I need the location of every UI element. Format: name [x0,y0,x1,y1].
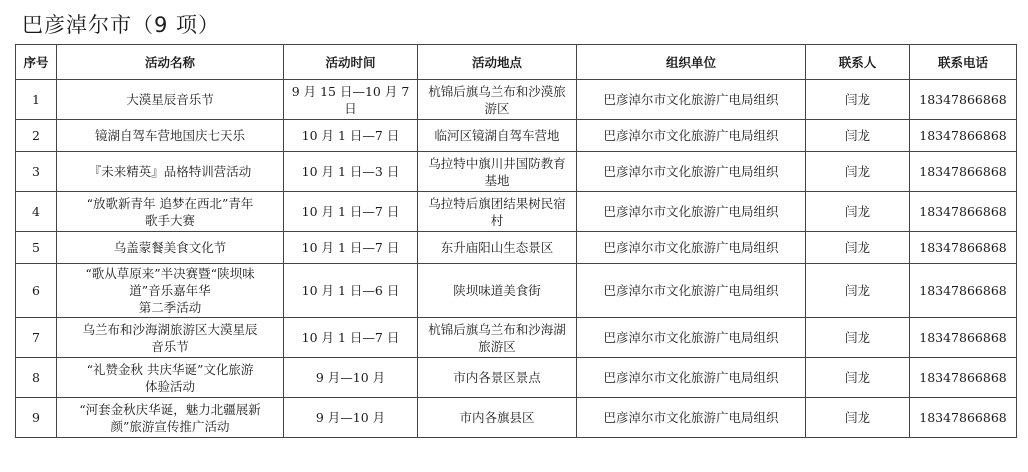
cell-no [16,358,57,398]
cell-organizer-text: 巴彦淖尔市文化旅游广电局组织 [603,164,779,179]
cell-activity-name [57,80,284,120]
cell-activity-name-text: “礼赞金秋 共庆华诞”文化旅游 体验活动 [86,361,254,394]
cell-activity-place-text: 陕坝味道美食街 [453,283,541,298]
header-contact: 联系人 [806,45,910,80]
table-row [16,398,1017,438]
cell-no-text: 2 [32,128,40,143]
cell-activity-time-text: 10 月 1 日—7 日 [301,128,400,143]
cell-contact [806,398,910,438]
cell-contact [806,358,910,398]
cell-no-text: 8 [32,370,40,385]
cell-no-text: 1 [32,92,40,107]
cell-organizer [577,192,806,232]
table-row [16,232,1017,264]
cell-activity-place-text: 市内各景区景点 [453,370,541,385]
cell-contact [806,264,910,318]
cell-no [16,318,57,358]
cell-no [16,120,57,152]
table-row [16,358,1017,398]
cell-phone [910,358,1017,398]
cell-no [16,264,57,318]
cell-organizer-text: 巴彦淖尔市文化旅游广电局组织 [603,128,779,143]
cell-organizer [577,120,806,152]
cell-contact [806,232,910,264]
cell-phone [910,318,1017,358]
cell-organizer [577,152,806,192]
cell-organizer-text: 巴彦淖尔市文化旅游广电局组织 [603,283,779,298]
cell-activity-time [284,152,418,192]
cell-contact-text: 闫龙 [844,410,870,425]
cell-activity-name-text: “歌从草原来”半决赛暨“陕坝味 道”音乐嘉年华 第二季活动 [85,266,255,315]
cell-activity-place-text: 杭锦后旗乌兰布和沙漠旅 游区 [428,83,566,116]
cell-activity-time-text: 10 月 1 日—6 日 [301,283,400,298]
cell-contact-text: 闫龙 [844,164,870,179]
cell-phone [910,152,1017,192]
cell-phone-text: 18347866868 [919,240,1007,255]
cell-no-text: 3 [32,164,40,179]
cell-organizer [577,358,806,398]
cell-activity-name [57,358,284,398]
cell-contact-text: 闫龙 [844,370,870,385]
page-title-name: 巴彦淖尔市 [22,13,132,37]
page-title [22,12,220,38]
cell-organizer-text: 巴彦淖尔市文化旅游广电局组织 [603,240,779,255]
header-phone: 联系电话 [910,45,1017,80]
cell-activity-place-text: 乌拉特中旗川井国防教育 基地 [428,155,566,188]
cell-activity-place [418,318,577,358]
cell-activity-time-text: 9 月—10 月 [315,410,386,425]
cell-phone-text: 18347866868 [919,330,1007,345]
cell-no-text: 9 [32,410,40,425]
cell-activity-name [57,264,284,318]
cell-activity-time-text: 10 月 1 日—7 日 [301,330,400,345]
cell-activity-time [284,80,418,120]
cell-activity-time-text: 10 月 1 日—7 日 [301,240,400,255]
table-row [16,152,1017,192]
cell-organizer [577,264,806,318]
cell-activity-place-text: 杭锦后旗乌兰布和沙海湖 旅游区 [428,321,566,354]
cell-activity-place [418,264,577,318]
cell-no [16,152,57,192]
cell-no-text: 5 [32,240,40,255]
cell-phone [910,120,1017,152]
cell-contact [806,120,910,152]
header-name: 活动名称 [57,45,284,80]
cell-organizer [577,232,806,264]
cell-activity-place [418,152,577,192]
cell-activity-place-text: 东升庙阳山生态景区 [440,240,554,255]
cell-phone-text: 18347866868 [919,370,1007,385]
cell-organizer-text: 巴彦淖尔市文化旅游广电局组织 [603,370,779,385]
cell-phone-text: 18347866868 [919,92,1007,107]
cell-contact [806,152,910,192]
cell-no [16,398,57,438]
cell-activity-time [284,120,418,152]
cell-activity-name-text: “河套金秋庆华诞，魅力北疆展新 颜”旅游宣传推广活动 [79,401,261,434]
cell-no-text: 4 [32,204,40,219]
header-no: 序号 [16,45,57,80]
cell-phone-text: 18347866868 [919,204,1007,219]
cell-no [16,192,57,232]
table-row [16,264,1017,318]
cell-activity-time-text: 9 月—10 月 [315,370,386,385]
cell-contact-text: 闫龙 [844,204,870,219]
cell-phone-text: 18347866868 [919,164,1007,179]
cell-activity-name [57,398,284,438]
cell-no-text: 6 [32,283,40,298]
table-row [16,192,1017,232]
cell-activity-name-text: 『未来精英』品格特训营活动 [88,164,252,179]
cell-activity-place [418,358,577,398]
cell-contact-text: 闫龙 [844,128,870,143]
cell-activity-name-text: “放歌新青年 追梦在西北”青年 歌手大赛 [86,195,254,228]
cell-organizer-text: 巴彦淖尔市文化旅游广电局组织 [603,330,779,345]
cell-activity-place [418,232,577,264]
cell-organizer [577,318,806,358]
cell-contact [806,318,910,358]
cell-organizer-text: 巴彦淖尔市文化旅游广电局组织 [603,410,779,425]
cell-phone [910,232,1017,264]
cell-activity-time [284,318,418,358]
cell-activity-time [284,398,418,438]
cell-activity-name [57,120,284,152]
cell-activity-time-text: 10 月 1 日—3 日 [301,164,400,179]
cell-activity-place-text: 乌拉特后旗团结果树民宿 村 [428,195,566,228]
events-table [15,44,1017,438]
cell-contact-text: 闫龙 [844,92,870,107]
cell-activity-name-text: 镜湖自驾车营地国庆七天乐 [94,128,245,143]
cell-activity-name [57,232,284,264]
cell-activity-place [418,120,577,152]
cell-activity-name-text: 乌盖蒙餐美食文化节 [113,240,227,255]
cell-organizer-text: 巴彦淖尔市文化旅游广电局组织 [603,204,779,219]
header-place: 活动地点 [418,45,577,80]
table-header-row [16,45,1017,80]
cell-phone [910,80,1017,120]
cell-organizer-text: 巴彦淖尔市文化旅游广电局组织 [603,92,779,107]
table-row [16,318,1017,358]
cell-activity-place-text: 临河区镜湖自驾车营地 [434,128,560,143]
cell-activity-time-text: 10 月 1 日—7 日 [301,204,400,219]
cell-activity-time [284,264,418,318]
cell-organizer [577,398,806,438]
cell-activity-time-text: 9 月 15 日—10 月 7 日 [291,83,410,116]
cell-no-text: 7 [32,330,40,345]
cell-activity-time [284,192,418,232]
table-row [16,120,1017,152]
cell-contact-text: 闫龙 [844,330,870,345]
cell-activity-place-text: 市内各旗县区 [459,410,535,425]
cell-contact [806,192,910,232]
cell-activity-time [284,358,418,398]
cell-contact [806,80,910,120]
page-title-count: （9 项） [132,13,221,37]
header-time: 活动时间 [284,45,418,80]
table-row [16,80,1017,120]
cell-phone [910,192,1017,232]
cell-phone-text: 18347866868 [919,283,1007,298]
cell-phone-text: 18347866868 [919,128,1007,143]
cell-activity-name [57,192,284,232]
cell-activity-name-text: 大漠星辰音乐节 [126,92,214,107]
cell-no [16,80,57,120]
header-org: 组织单位 [577,45,806,80]
cell-activity-place [418,80,577,120]
cell-organizer [577,80,806,120]
cell-activity-name [57,318,284,358]
cell-no [16,232,57,264]
cell-activity-name [57,152,284,192]
cell-activity-place [418,192,577,232]
cell-phone [910,264,1017,318]
cell-phone-text: 18347866868 [919,410,1007,425]
cell-contact-text: 闫龙 [844,240,870,255]
cell-activity-time [284,232,418,264]
cell-contact-text: 闫龙 [844,283,870,298]
cell-phone [910,398,1017,438]
table-body [16,80,1017,438]
cell-activity-name-text: 乌兰布和沙海湖旅游区大漠星辰 音乐节 [82,321,258,354]
cell-activity-place [418,398,577,438]
